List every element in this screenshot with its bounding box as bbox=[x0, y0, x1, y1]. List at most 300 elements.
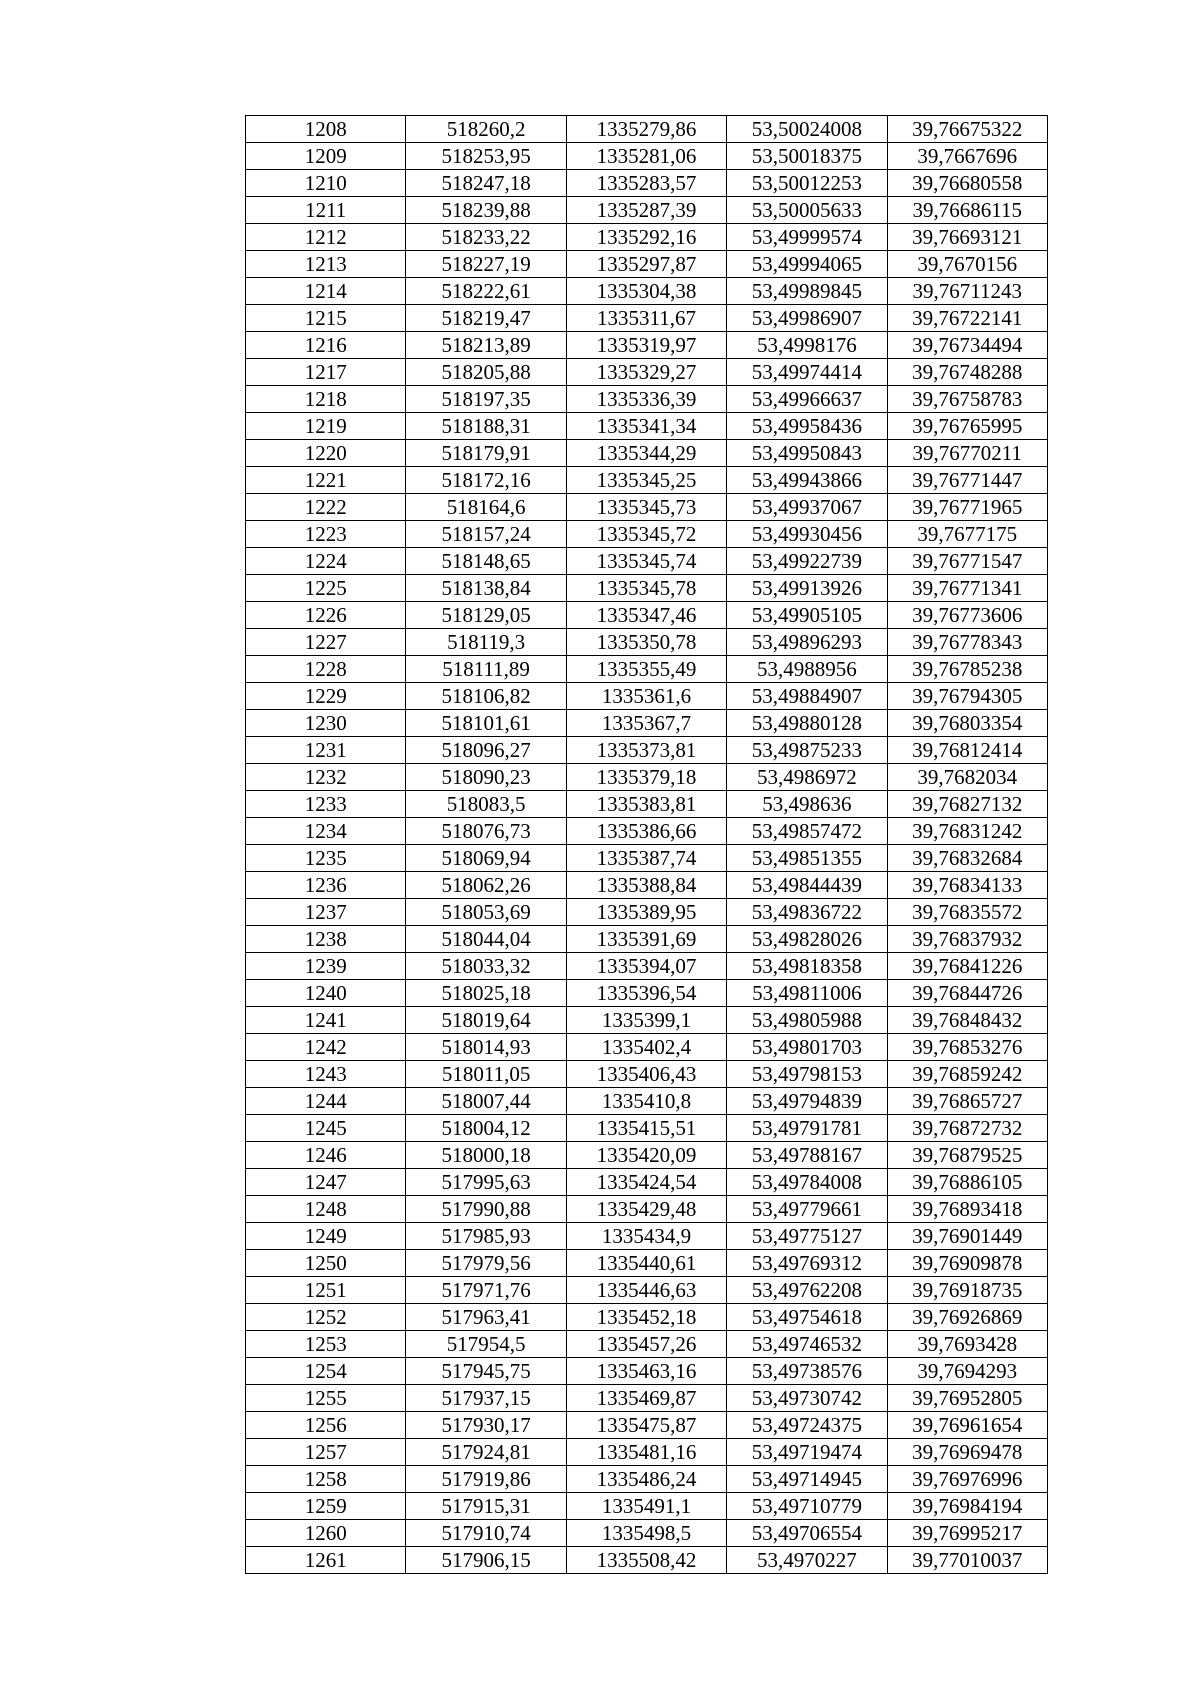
latitude-cell: 53,49779661 bbox=[727, 1196, 887, 1223]
x-coordinate-cell: 518157,24 bbox=[406, 521, 566, 548]
y-coordinate-cell: 1335329,27 bbox=[566, 359, 726, 386]
x-coordinate-cell: 518188,31 bbox=[406, 413, 566, 440]
latitude-cell: 53,49811006 bbox=[727, 980, 887, 1007]
point-number-cell: 1225 bbox=[246, 575, 406, 602]
y-coordinate-cell: 1335399,1 bbox=[566, 1007, 726, 1034]
table-row bbox=[246, 1547, 1048, 1574]
latitude-cell: 53,49937067 bbox=[727, 494, 887, 521]
x-coordinate-cell: 518119,3 bbox=[406, 629, 566, 656]
x-coordinate-cell: 518179,91 bbox=[406, 440, 566, 467]
x-coordinate-cell: 518164,6 bbox=[406, 494, 566, 521]
latitude-cell: 53,49974414 bbox=[727, 359, 887, 386]
point-number-cell: 1248 bbox=[246, 1196, 406, 1223]
y-coordinate-cell: 1335281,06 bbox=[566, 143, 726, 170]
latitude-cell: 53,50024008 bbox=[727, 116, 887, 143]
latitude-cell: 53,49905105 bbox=[727, 602, 887, 629]
y-coordinate-cell: 1335415,51 bbox=[566, 1115, 726, 1142]
longitude-cell: 39,76771547 bbox=[887, 548, 1047, 575]
point-number-cell: 1209 bbox=[246, 143, 406, 170]
x-coordinate-cell: 518019,64 bbox=[406, 1007, 566, 1034]
latitude-cell: 53,49706554 bbox=[727, 1520, 887, 1547]
point-number-cell: 1217 bbox=[246, 359, 406, 386]
table-row bbox=[246, 1061, 1048, 1088]
y-coordinate-cell: 1335379,18 bbox=[566, 764, 726, 791]
table-row bbox=[246, 251, 1048, 278]
x-coordinate-cell: 517979,56 bbox=[406, 1250, 566, 1277]
y-coordinate-cell: 1335355,49 bbox=[566, 656, 726, 683]
table-row bbox=[246, 1466, 1048, 1493]
longitude-cell: 39,76693121 bbox=[887, 224, 1047, 251]
table-row bbox=[246, 1385, 1048, 1412]
y-coordinate-cell: 1335429,48 bbox=[566, 1196, 726, 1223]
longitude-cell: 39,76872732 bbox=[887, 1115, 1047, 1142]
x-coordinate-cell: 518239,88 bbox=[406, 197, 566, 224]
point-number-cell: 1244 bbox=[246, 1088, 406, 1115]
table-row bbox=[246, 1169, 1048, 1196]
point-number-cell: 1224 bbox=[246, 548, 406, 575]
point-number-cell: 1218 bbox=[246, 386, 406, 413]
table-row bbox=[246, 737, 1048, 764]
point-number-cell: 1208 bbox=[246, 116, 406, 143]
table-row bbox=[246, 440, 1048, 467]
point-number-cell: 1251 bbox=[246, 1277, 406, 1304]
x-coordinate-cell: 518090,23 bbox=[406, 764, 566, 791]
point-number-cell: 1260 bbox=[246, 1520, 406, 1547]
longitude-cell: 39,76837932 bbox=[887, 926, 1047, 953]
point-number-cell: 1238 bbox=[246, 926, 406, 953]
longitude-cell: 39,76832684 bbox=[887, 845, 1047, 872]
x-coordinate-cell: 518111,89 bbox=[406, 656, 566, 683]
latitude-cell: 53,49958436 bbox=[727, 413, 887, 440]
y-coordinate-cell: 1335508,42 bbox=[566, 1547, 726, 1574]
latitude-cell: 53,49784008 bbox=[727, 1169, 887, 1196]
x-coordinate-cell: 517930,17 bbox=[406, 1412, 566, 1439]
point-number-cell: 1213 bbox=[246, 251, 406, 278]
x-coordinate-cell: 518014,93 bbox=[406, 1034, 566, 1061]
table-row bbox=[246, 1277, 1048, 1304]
point-number-cell: 1216 bbox=[246, 332, 406, 359]
latitude-cell: 53,49798153 bbox=[727, 1061, 887, 1088]
x-coordinate-cell: 518069,94 bbox=[406, 845, 566, 872]
table-row bbox=[246, 710, 1048, 737]
y-coordinate-cell: 1335486,24 bbox=[566, 1466, 726, 1493]
table-row bbox=[246, 1331, 1048, 1358]
x-coordinate-cell: 518172,16 bbox=[406, 467, 566, 494]
table-row bbox=[246, 764, 1048, 791]
y-coordinate-cell: 1335498,5 bbox=[566, 1520, 726, 1547]
table-row bbox=[246, 1088, 1048, 1115]
latitude-cell: 53,4998176 bbox=[727, 332, 887, 359]
latitude-cell: 53,49999574 bbox=[727, 224, 887, 251]
table-row bbox=[246, 1412, 1048, 1439]
table-row bbox=[246, 1520, 1048, 1547]
point-number-cell: 1234 bbox=[246, 818, 406, 845]
longitude-cell: 39,76675322 bbox=[887, 116, 1047, 143]
longitude-cell: 39,76853276 bbox=[887, 1034, 1047, 1061]
latitude-cell: 53,49943866 bbox=[727, 467, 887, 494]
longitude-cell: 39,76834133 bbox=[887, 872, 1047, 899]
latitude-cell: 53,49762208 bbox=[727, 1277, 887, 1304]
latitude-cell: 53,4986972 bbox=[727, 764, 887, 791]
y-coordinate-cell: 1335475,87 bbox=[566, 1412, 726, 1439]
latitude-cell: 53,4988956 bbox=[727, 656, 887, 683]
x-coordinate-cell: 518227,19 bbox=[406, 251, 566, 278]
table-row bbox=[246, 575, 1048, 602]
longitude-cell: 39,76865727 bbox=[887, 1088, 1047, 1115]
point-number-cell: 1255 bbox=[246, 1385, 406, 1412]
longitude-cell: 39,76848432 bbox=[887, 1007, 1047, 1034]
x-coordinate-cell: 518044,04 bbox=[406, 926, 566, 953]
coordinates-table-body bbox=[246, 116, 1048, 1574]
y-coordinate-cell: 1335292,16 bbox=[566, 224, 726, 251]
longitude-cell: 39,76794305 bbox=[887, 683, 1047, 710]
x-coordinate-cell: 517937,15 bbox=[406, 1385, 566, 1412]
x-coordinate-cell: 517919,86 bbox=[406, 1466, 566, 1493]
longitude-cell: 39,76859242 bbox=[887, 1061, 1047, 1088]
latitude-cell: 53,49844439 bbox=[727, 872, 887, 899]
longitude-cell: 39,76758783 bbox=[887, 386, 1047, 413]
longitude-cell: 39,7693428 bbox=[887, 1331, 1047, 1358]
point-number-cell: 1228 bbox=[246, 656, 406, 683]
y-coordinate-cell: 1335345,78 bbox=[566, 575, 726, 602]
point-number-cell: 1242 bbox=[246, 1034, 406, 1061]
y-coordinate-cell: 1335345,74 bbox=[566, 548, 726, 575]
x-coordinate-cell: 518129,05 bbox=[406, 602, 566, 629]
longitude-cell: 39,76901449 bbox=[887, 1223, 1047, 1250]
table-row bbox=[246, 1142, 1048, 1169]
table-row bbox=[246, 872, 1048, 899]
point-number-cell: 1237 bbox=[246, 899, 406, 926]
coordinates-table bbox=[245, 115, 1048, 1574]
longitude-cell: 39,76926869 bbox=[887, 1304, 1047, 1331]
y-coordinate-cell: 1335388,84 bbox=[566, 872, 726, 899]
point-number-cell: 1229 bbox=[246, 683, 406, 710]
table-row bbox=[246, 980, 1048, 1007]
y-coordinate-cell: 1335434,9 bbox=[566, 1223, 726, 1250]
longitude-cell: 39,76686115 bbox=[887, 197, 1047, 224]
y-coordinate-cell: 1335345,72 bbox=[566, 521, 726, 548]
longitude-cell: 39,76803354 bbox=[887, 710, 1047, 737]
y-coordinate-cell: 1335304,38 bbox=[566, 278, 726, 305]
table-row bbox=[246, 656, 1048, 683]
latitude-cell: 53,49950843 bbox=[727, 440, 887, 467]
longitude-cell: 39,7694293 bbox=[887, 1358, 1047, 1385]
latitude-cell: 53,49719474 bbox=[727, 1439, 887, 1466]
latitude-cell: 53,49880128 bbox=[727, 710, 887, 737]
point-number-cell: 1243 bbox=[246, 1061, 406, 1088]
point-number-cell: 1212 bbox=[246, 224, 406, 251]
latitude-cell: 53,49884907 bbox=[727, 683, 887, 710]
y-coordinate-cell: 1335491,1 bbox=[566, 1493, 726, 1520]
y-coordinate-cell: 1335424,54 bbox=[566, 1169, 726, 1196]
x-coordinate-cell: 517924,81 bbox=[406, 1439, 566, 1466]
table-row bbox=[246, 791, 1048, 818]
x-coordinate-cell: 518197,35 bbox=[406, 386, 566, 413]
x-coordinate-cell: 517971,76 bbox=[406, 1277, 566, 1304]
x-coordinate-cell: 518025,18 bbox=[406, 980, 566, 1007]
point-number-cell: 1250 bbox=[246, 1250, 406, 1277]
x-coordinate-cell: 518219,47 bbox=[406, 305, 566, 332]
y-coordinate-cell: 1335297,87 bbox=[566, 251, 726, 278]
longitude-cell: 39,76835572 bbox=[887, 899, 1047, 926]
latitude-cell: 53,49857472 bbox=[727, 818, 887, 845]
table-row bbox=[246, 143, 1048, 170]
latitude-cell: 53,49791781 bbox=[727, 1115, 887, 1142]
y-coordinate-cell: 1335345,73 bbox=[566, 494, 726, 521]
x-coordinate-cell: 518247,18 bbox=[406, 170, 566, 197]
table-row bbox=[246, 629, 1048, 656]
x-coordinate-cell: 517915,31 bbox=[406, 1493, 566, 1520]
point-number-cell: 1226 bbox=[246, 602, 406, 629]
latitude-cell: 53,49794839 bbox=[727, 1088, 887, 1115]
longitude-cell: 39,76680558 bbox=[887, 170, 1047, 197]
point-number-cell: 1230 bbox=[246, 710, 406, 737]
latitude-cell: 53,49989845 bbox=[727, 278, 887, 305]
point-number-cell: 1222 bbox=[246, 494, 406, 521]
table-row bbox=[246, 1493, 1048, 1520]
point-number-cell: 1254 bbox=[246, 1358, 406, 1385]
point-number-cell: 1233 bbox=[246, 791, 406, 818]
table-row bbox=[246, 818, 1048, 845]
longitude-cell: 39,76893418 bbox=[887, 1196, 1047, 1223]
table-row bbox=[246, 386, 1048, 413]
table-row bbox=[246, 197, 1048, 224]
y-coordinate-cell: 1335383,81 bbox=[566, 791, 726, 818]
table-row bbox=[246, 224, 1048, 251]
longitude-cell: 39,76952805 bbox=[887, 1385, 1047, 1412]
table-row bbox=[246, 1358, 1048, 1385]
x-coordinate-cell: 518007,44 bbox=[406, 1088, 566, 1115]
x-coordinate-cell: 518222,61 bbox=[406, 278, 566, 305]
x-coordinate-cell: 517985,93 bbox=[406, 1223, 566, 1250]
point-number-cell: 1232 bbox=[246, 764, 406, 791]
y-coordinate-cell: 1335287,39 bbox=[566, 197, 726, 224]
longitude-cell: 39,76844726 bbox=[887, 980, 1047, 1007]
x-coordinate-cell: 518253,95 bbox=[406, 143, 566, 170]
table-row bbox=[246, 1439, 1048, 1466]
latitude-cell: 53,4970227 bbox=[727, 1547, 887, 1574]
y-coordinate-cell: 1335319,97 bbox=[566, 332, 726, 359]
table-row bbox=[246, 1223, 1048, 1250]
x-coordinate-cell: 518076,73 bbox=[406, 818, 566, 845]
point-number-cell: 1214 bbox=[246, 278, 406, 305]
latitude-cell: 53,49896293 bbox=[727, 629, 887, 656]
y-coordinate-cell: 1335279,86 bbox=[566, 116, 726, 143]
point-number-cell: 1257 bbox=[246, 1439, 406, 1466]
y-coordinate-cell: 1335350,78 bbox=[566, 629, 726, 656]
table-row bbox=[246, 1034, 1048, 1061]
longitude-cell: 39,76961654 bbox=[887, 1412, 1047, 1439]
latitude-cell: 53,49836722 bbox=[727, 899, 887, 926]
longitude-cell: 39,7670156 bbox=[887, 251, 1047, 278]
longitude-cell: 39,7677175 bbox=[887, 521, 1047, 548]
latitude-cell: 53,49994065 bbox=[727, 251, 887, 278]
longitude-cell: 39,76827132 bbox=[887, 791, 1047, 818]
latitude-cell: 53,49738576 bbox=[727, 1358, 887, 1385]
longitude-cell: 39,76831242 bbox=[887, 818, 1047, 845]
y-coordinate-cell: 1335452,18 bbox=[566, 1304, 726, 1331]
longitude-cell: 39,76918735 bbox=[887, 1277, 1047, 1304]
longitude-cell: 39,76771965 bbox=[887, 494, 1047, 521]
x-coordinate-cell: 517945,75 bbox=[406, 1358, 566, 1385]
y-coordinate-cell: 1335283,57 bbox=[566, 170, 726, 197]
point-number-cell: 1249 bbox=[246, 1223, 406, 1250]
y-coordinate-cell: 1335389,95 bbox=[566, 899, 726, 926]
longitude-cell: 39,76879525 bbox=[887, 1142, 1047, 1169]
longitude-cell: 39,76711243 bbox=[887, 278, 1047, 305]
table-row bbox=[246, 278, 1048, 305]
latitude-cell: 53,49930456 bbox=[727, 521, 887, 548]
table-row bbox=[246, 332, 1048, 359]
latitude-cell: 53,49828026 bbox=[727, 926, 887, 953]
table-row bbox=[246, 953, 1048, 980]
latitude-cell: 53,49710779 bbox=[727, 1493, 887, 1520]
table-row bbox=[246, 413, 1048, 440]
y-coordinate-cell: 1335373,81 bbox=[566, 737, 726, 764]
y-coordinate-cell: 1335344,29 bbox=[566, 440, 726, 467]
longitude-cell: 39,76984194 bbox=[887, 1493, 1047, 1520]
x-coordinate-cell: 518101,61 bbox=[406, 710, 566, 737]
latitude-cell: 53,49714945 bbox=[727, 1466, 887, 1493]
point-number-cell: 1241 bbox=[246, 1007, 406, 1034]
latitude-cell: 53,49851355 bbox=[727, 845, 887, 872]
latitude-cell: 53,49875233 bbox=[727, 737, 887, 764]
y-coordinate-cell: 1335469,87 bbox=[566, 1385, 726, 1412]
latitude-cell: 53,49966637 bbox=[727, 386, 887, 413]
x-coordinate-cell: 518062,26 bbox=[406, 872, 566, 899]
y-coordinate-cell: 1335345,25 bbox=[566, 467, 726, 494]
longitude-cell: 39,76969478 bbox=[887, 1439, 1047, 1466]
longitude-cell: 39,76886105 bbox=[887, 1169, 1047, 1196]
y-coordinate-cell: 1335341,34 bbox=[566, 413, 726, 440]
x-coordinate-cell: 518000,18 bbox=[406, 1142, 566, 1169]
longitude-cell: 39,76778343 bbox=[887, 629, 1047, 656]
x-coordinate-cell: 518011,05 bbox=[406, 1061, 566, 1088]
x-coordinate-cell: 517954,5 bbox=[406, 1331, 566, 1358]
point-number-cell: 1231 bbox=[246, 737, 406, 764]
point-number-cell: 1236 bbox=[246, 872, 406, 899]
latitude-cell: 53,49788167 bbox=[727, 1142, 887, 1169]
latitude-cell: 53,49801703 bbox=[727, 1034, 887, 1061]
x-coordinate-cell: 518213,89 bbox=[406, 332, 566, 359]
x-coordinate-cell: 518205,88 bbox=[406, 359, 566, 386]
table-row bbox=[246, 602, 1048, 629]
point-number-cell: 1227 bbox=[246, 629, 406, 656]
point-number-cell: 1258 bbox=[246, 1466, 406, 1493]
point-number-cell: 1245 bbox=[246, 1115, 406, 1142]
x-coordinate-cell: 518033,32 bbox=[406, 953, 566, 980]
y-coordinate-cell: 1335440,61 bbox=[566, 1250, 726, 1277]
point-number-cell: 1261 bbox=[246, 1547, 406, 1574]
x-coordinate-cell: 517963,41 bbox=[406, 1304, 566, 1331]
x-coordinate-cell: 518096,27 bbox=[406, 737, 566, 764]
point-number-cell: 1259 bbox=[246, 1493, 406, 1520]
longitude-cell: 39,76748288 bbox=[887, 359, 1047, 386]
table-row bbox=[246, 1250, 1048, 1277]
latitude-cell: 53,49730742 bbox=[727, 1385, 887, 1412]
table-row bbox=[246, 521, 1048, 548]
y-coordinate-cell: 1335386,66 bbox=[566, 818, 726, 845]
x-coordinate-cell: 517906,15 bbox=[406, 1547, 566, 1574]
latitude-cell: 53,50018375 bbox=[727, 143, 887, 170]
latitude-cell: 53,49754618 bbox=[727, 1304, 887, 1331]
y-coordinate-cell: 1335481,16 bbox=[566, 1439, 726, 1466]
latitude-cell: 53,498636 bbox=[727, 791, 887, 818]
table-row bbox=[246, 899, 1048, 926]
x-coordinate-cell: 518106,82 bbox=[406, 683, 566, 710]
x-coordinate-cell: 518053,69 bbox=[406, 899, 566, 926]
latitude-cell: 53,50012253 bbox=[727, 170, 887, 197]
point-number-cell: 1239 bbox=[246, 953, 406, 980]
longitude-cell: 39,77010037 bbox=[887, 1547, 1047, 1574]
table-row bbox=[246, 359, 1048, 386]
point-number-cell: 1220 bbox=[246, 440, 406, 467]
table-row bbox=[246, 305, 1048, 332]
y-coordinate-cell: 1335420,09 bbox=[566, 1142, 726, 1169]
x-coordinate-cell: 517910,74 bbox=[406, 1520, 566, 1547]
longitude-cell: 39,76841226 bbox=[887, 953, 1047, 980]
longitude-cell: 39,76771341 bbox=[887, 575, 1047, 602]
longitude-cell: 39,76976996 bbox=[887, 1466, 1047, 1493]
y-coordinate-cell: 1335387,74 bbox=[566, 845, 726, 872]
y-coordinate-cell: 1335391,69 bbox=[566, 926, 726, 953]
point-number-cell: 1223 bbox=[246, 521, 406, 548]
longitude-cell: 39,76765995 bbox=[887, 413, 1047, 440]
latitude-cell: 53,50005633 bbox=[727, 197, 887, 224]
point-number-cell: 1210 bbox=[246, 170, 406, 197]
point-number-cell: 1219 bbox=[246, 413, 406, 440]
y-coordinate-cell: 1335410,8 bbox=[566, 1088, 726, 1115]
y-coordinate-cell: 1335394,07 bbox=[566, 953, 726, 980]
table-row bbox=[246, 926, 1048, 953]
x-coordinate-cell: 518233,22 bbox=[406, 224, 566, 251]
point-number-cell: 1235 bbox=[246, 845, 406, 872]
table-row bbox=[246, 1304, 1048, 1331]
point-number-cell: 1253 bbox=[246, 1331, 406, 1358]
table-row bbox=[246, 845, 1048, 872]
latitude-cell: 53,49986907 bbox=[727, 305, 887, 332]
x-coordinate-cell: 518260,2 bbox=[406, 116, 566, 143]
longitude-cell: 39,7667696 bbox=[887, 143, 1047, 170]
latitude-cell: 53,49769312 bbox=[727, 1250, 887, 1277]
y-coordinate-cell: 1335361,6 bbox=[566, 683, 726, 710]
table-row bbox=[246, 1196, 1048, 1223]
y-coordinate-cell: 1335336,39 bbox=[566, 386, 726, 413]
y-coordinate-cell: 1335347,46 bbox=[566, 602, 726, 629]
table-row bbox=[246, 683, 1048, 710]
y-coordinate-cell: 1335311,67 bbox=[566, 305, 726, 332]
longitude-cell: 39,76773606 bbox=[887, 602, 1047, 629]
y-coordinate-cell: 1335406,43 bbox=[566, 1061, 726, 1088]
longitude-cell: 39,76722141 bbox=[887, 305, 1047, 332]
latitude-cell: 53,49922739 bbox=[727, 548, 887, 575]
longitude-cell: 39,76771447 bbox=[887, 467, 1047, 494]
x-coordinate-cell: 518083,5 bbox=[406, 791, 566, 818]
point-number-cell: 1256 bbox=[246, 1412, 406, 1439]
point-number-cell: 1211 bbox=[246, 197, 406, 224]
x-coordinate-cell: 517995,63 bbox=[406, 1169, 566, 1196]
table-row bbox=[246, 1115, 1048, 1142]
point-number-cell: 1215 bbox=[246, 305, 406, 332]
table-row bbox=[246, 116, 1048, 143]
longitude-cell: 39,76785238 bbox=[887, 656, 1047, 683]
table-row bbox=[246, 548, 1048, 575]
longitude-cell: 39,76770211 bbox=[887, 440, 1047, 467]
y-coordinate-cell: 1335446,63 bbox=[566, 1277, 726, 1304]
longitude-cell: 39,76995217 bbox=[887, 1520, 1047, 1547]
longitude-cell: 39,76734494 bbox=[887, 332, 1047, 359]
latitude-cell: 53,49913926 bbox=[727, 575, 887, 602]
